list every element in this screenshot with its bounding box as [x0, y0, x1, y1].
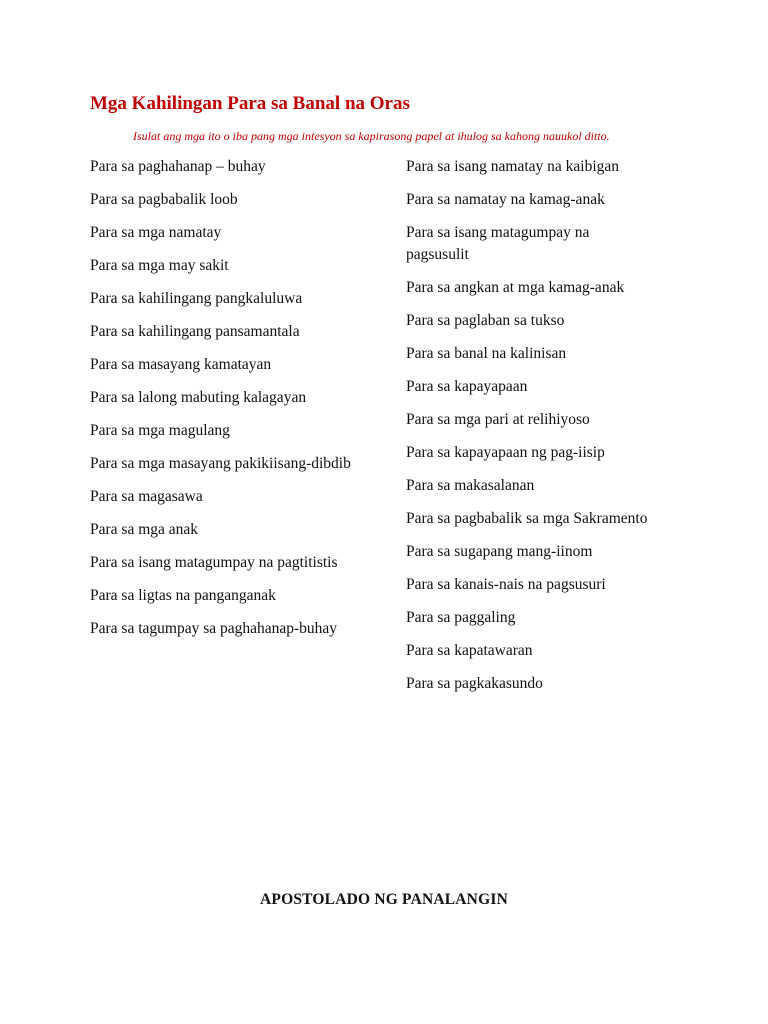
list-item: Para sa kapatawaran [406, 642, 533, 659]
list-item: Para sa mga may sakit [90, 257, 229, 274]
list-item: Para sa namatay na kamag-anak [406, 191, 605, 208]
list-item: Para sa paghahanap – buhay [90, 158, 266, 175]
list-item: Para sa paglaban sa tukso [406, 312, 565, 329]
list-item: Para sa angkan at mga kamag-anak [406, 279, 625, 296]
list-item: Para sa kapayapaan ng pag-iisip [406, 444, 605, 461]
intentions-list-left [90, 156, 360, 651]
list-item: Para sa kapayapaan [406, 378, 528, 395]
list-item: Para sa kahilingang pansamantala [90, 323, 300, 340]
list-item: Para sa masayang kamatayan [90, 356, 272, 373]
list-item: Para sa mga pari at relihiyoso [406, 411, 590, 428]
list-item: Para sa sugapang mang-iinom [406, 543, 593, 560]
list-item: Para sa mga anak [90, 521, 199, 538]
list-item: Para sa kahilingang pangkaluluwa [90, 290, 303, 307]
list-item: Para sa lalong mabuting kalagayan [90, 389, 307, 406]
list-item: Para sa isang namatay na kaibigan [406, 158, 620, 175]
list-item: Para sa isang matagumpay na pagsusulit [406, 224, 590, 263]
list-item: Para sa pagbabalik loob [90, 191, 238, 208]
list-item: Para sa mga namatay [90, 224, 222, 241]
intentions-list-right [406, 156, 656, 706]
list-item: Para sa ligtas na panganganak [90, 587, 276, 604]
list-item: Para sa makasalanan [406, 477, 535, 494]
list-item: Para sa pagbabalik sa mga Sakramento [406, 510, 648, 527]
list-item: Para sa banal na kalinisan [406, 345, 567, 362]
list-item: Para sa tagumpay sa paghahanap-buhay [90, 620, 338, 637]
list-item: Para sa kanais-nais na pagsusuri [406, 576, 606, 593]
list-item: Para sa magasawa [90, 488, 203, 505]
list-item: Para sa paggaling [406, 609, 516, 626]
list-item: Para sa pagkakasundo [406, 675, 543, 692]
footer-heading: APOSTOLADO NG PANALANGIN [260, 891, 508, 908]
list-item: Para sa mga magulang [90, 422, 230, 439]
page-title: Mga Kahilingan Para sa Banal na Oras [90, 93, 410, 114]
list-item: Para sa isang matagumpay na pagtitistis [90, 554, 338, 571]
instruction-note: Isulat ang mga ito o iba pang mga intesyon sa kapirasong papel at ihulog sa kahong nauukol ditto. [133, 129, 610, 143]
list-item: Para sa mga masayang pakikiisang-dibdib [90, 455, 351, 472]
